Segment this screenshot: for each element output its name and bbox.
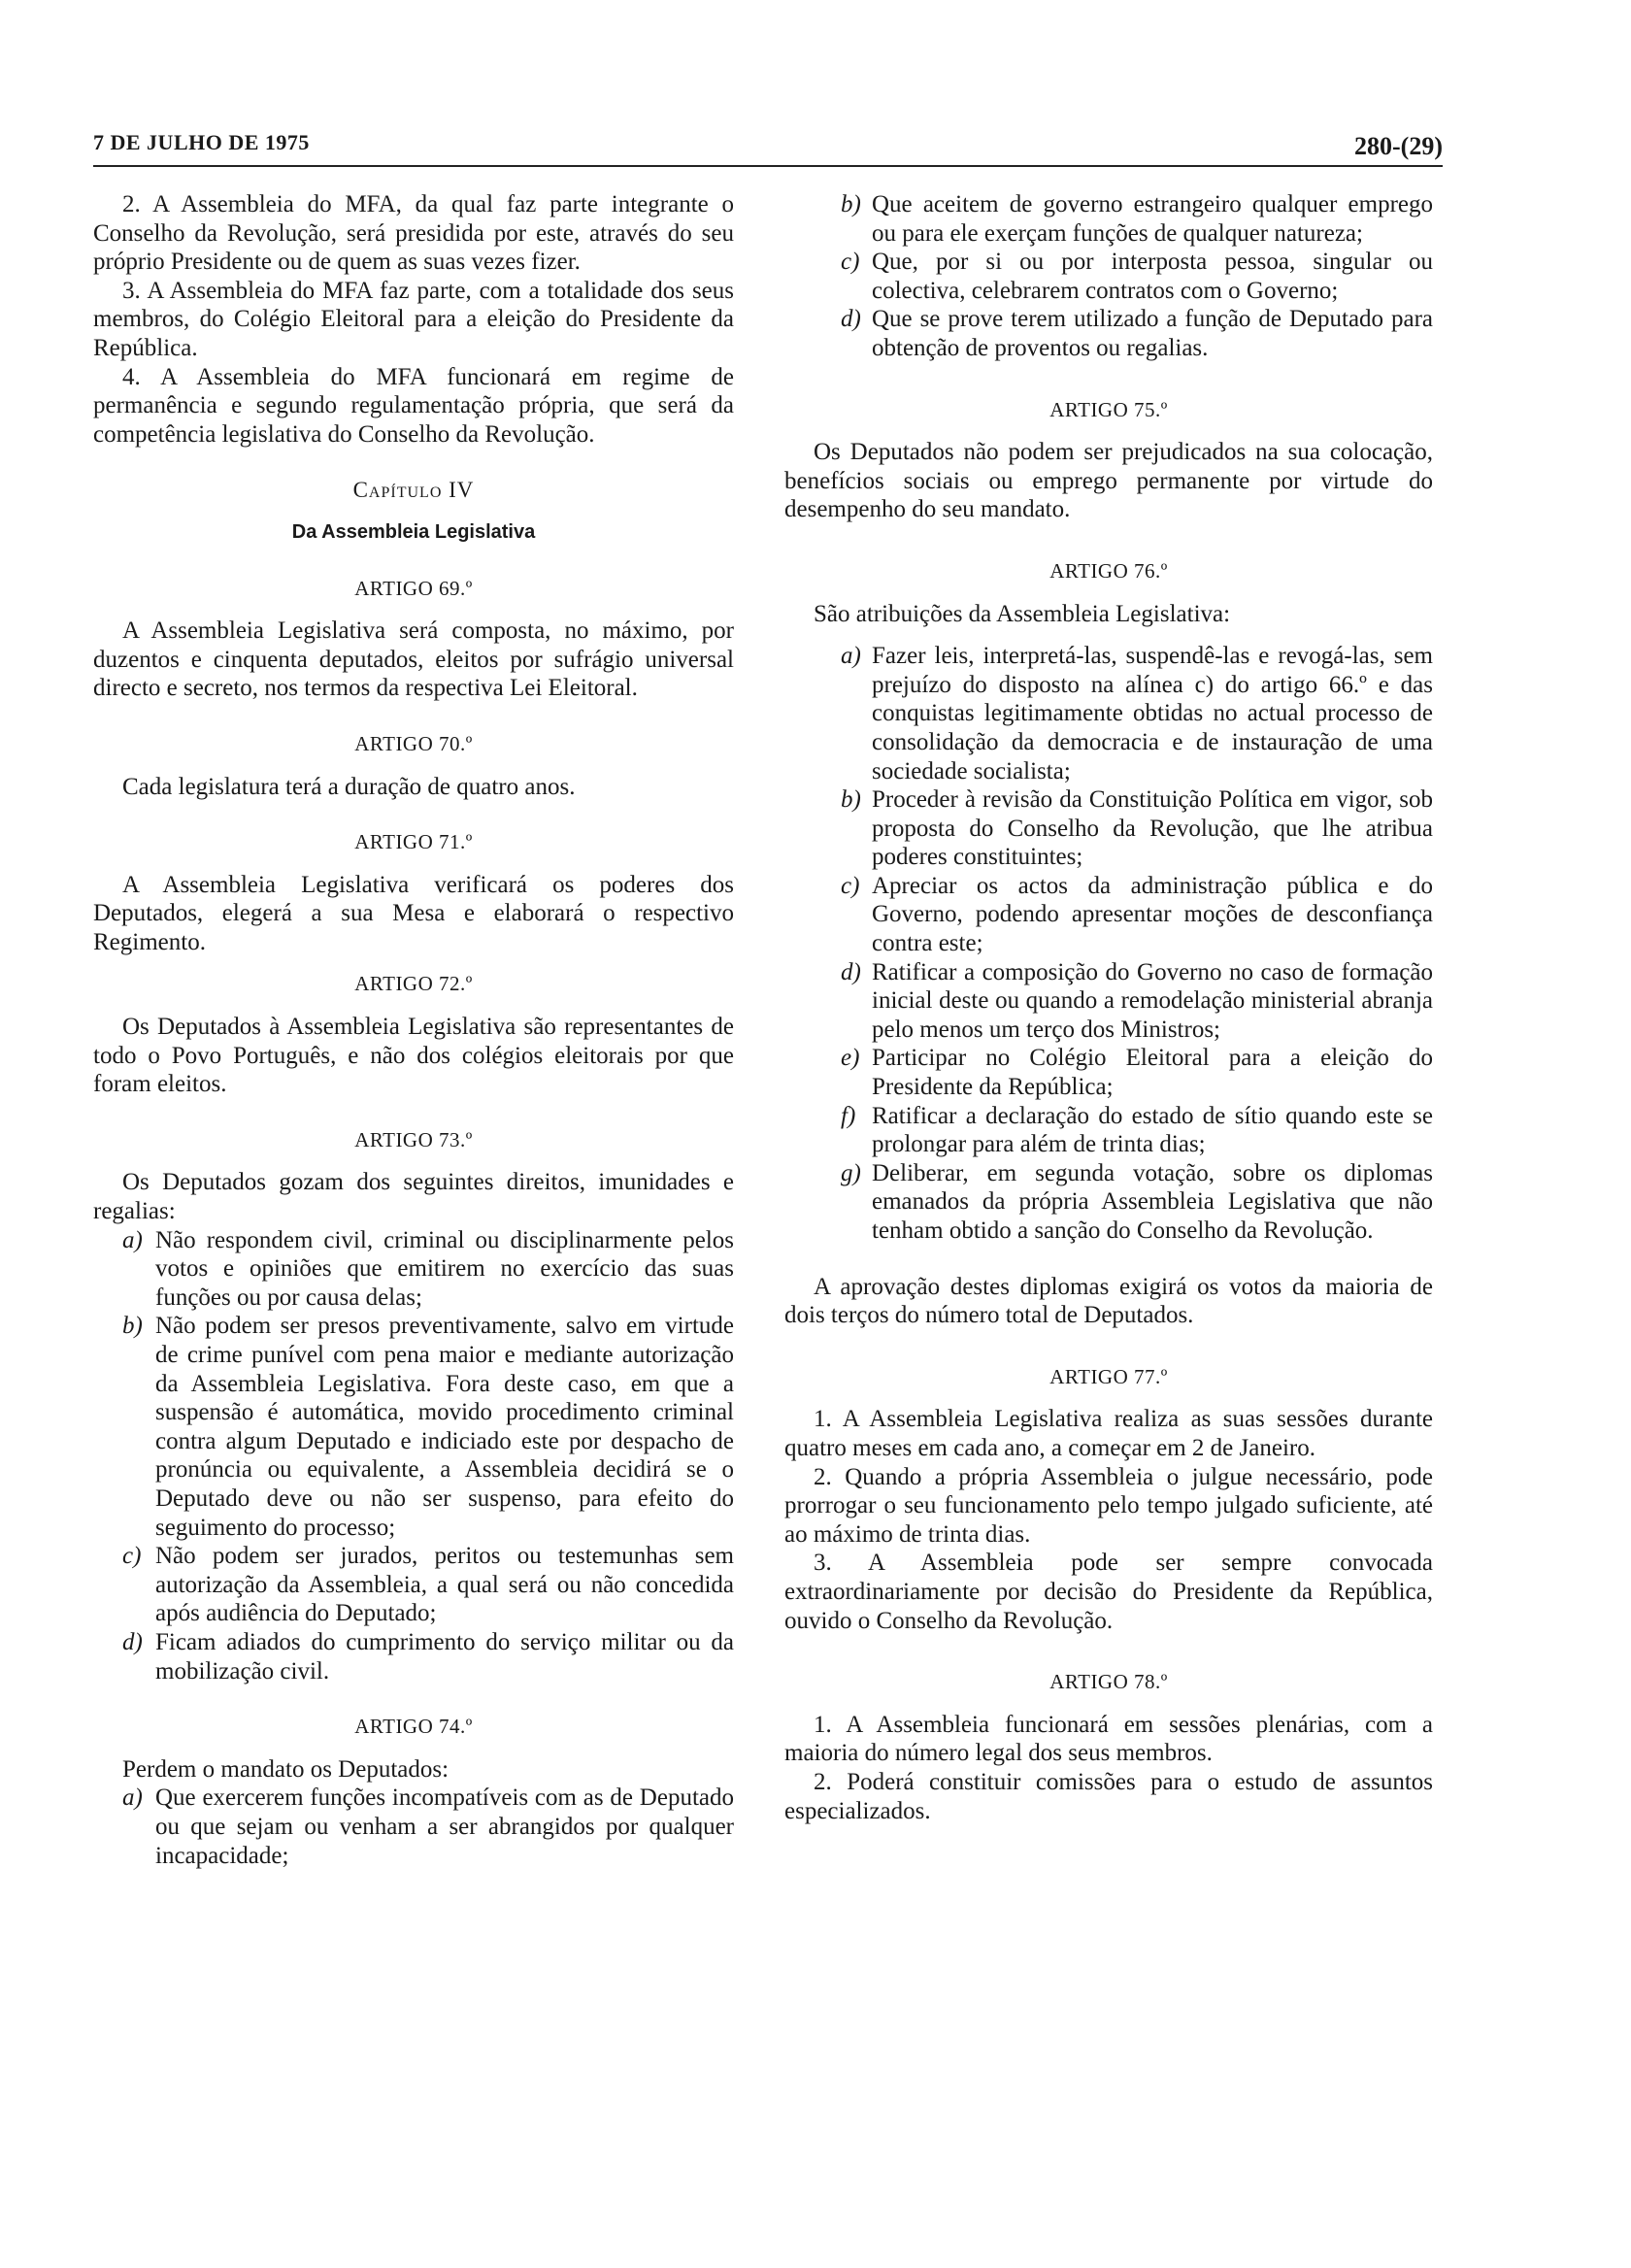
list-item (784, 1159, 1433, 1246)
article-heading: ARTIGO 75.º (1049, 397, 1168, 421)
item-label: g) (841, 1159, 861, 1186)
item-label: d) (841, 958, 861, 985)
article-heading: ARTIGO 73.º (354, 1127, 473, 1151)
item-text: Fazer leis, interpretá-las, suspendê-las e revogá-las, sem prejuízo do disposto na alínea c) do artigo 66.º e das conquistas legitimamente obtidas no actual processo de consolidação da democracia e de instauração de uma sociedade socialista; (872, 643, 1433, 784)
paragraph: 2. Quando a própria Assembleia o julgue necessário, pode prorrogar o seu funcionamento pelo tempo julgado suficiente, até ao máximo de trinta dias. (784, 1463, 1433, 1548)
article-heading: ARTIGO 78.º (1049, 1670, 1168, 1694)
paragraph: A aprovação destes diplomas exigirá os votos da maioria de dois terços do número total de Deputados. (784, 1273, 1433, 1329)
list-item (93, 1542, 734, 1628)
paragraph: 4. A Assembleia do MFA funcionará em regime de permanência e segundo regulamentação própria, que será da competência legislativa do Conselho da Revolução. (93, 363, 734, 448)
item-text: Participar no Colégio Eleitoral para a eleição do Presidente da República; (872, 1045, 1433, 1101)
item-text: Que exercerem funções incompatíveis com as de Deputado ou que sejam ou venham a ser abrangidos por qualquer incapacidade; (155, 1784, 734, 1869)
article-heading: ARTIGO 71.º (354, 830, 473, 854)
paragraph: A Assembleia Legislativa será composta, no máximo, por duzentos e cinquenta deputados, eleitos por sufrágio universal directo e secreto, nos termos da respectiva Lei Eleitoral. (93, 617, 734, 702)
item-text: Não podem ser jurados, peritos ou testemunhas sem autorização da Assembleia, a qual será ou não concedida após audiência do Deputado; (155, 1543, 734, 1627)
publication-date: 7 DE JULHO DE 1975 (93, 130, 310, 154)
item-text: Ficam adiados do cumprimento do serviço militar ou da mobilização civil. (155, 1628, 734, 1684)
list-item (93, 1226, 734, 1313)
page-number: 280-(29) (1354, 132, 1443, 160)
item-label: e) (841, 1045, 860, 1072)
chapter-heading: Capítulo IV (352, 478, 475, 503)
item-label: b) (841, 191, 861, 217)
list-item (784, 248, 1433, 305)
item-text: Proceder à revisão da Constituição Política em vigor, sob proposta do Conselho da Revolução, que lhe atribua poderes constituintes; (872, 786, 1433, 871)
item-label: b) (122, 1313, 143, 1340)
item-text: Não podem ser presos preventivamente, salvo em virtude de crime punível com pena maior e mediante autorização da Assembleia Legislativa. Fora deste caso, em que a suspensão é automática, movido procedimento criminal contra algum Deputado e indiciado este por despacho de pronúncia ou equivalente, a Assembleia decidirá se o Deputado deve ou não ser suspenso, para efeito do seguimento do processo; (155, 1313, 734, 1541)
list-item (784, 872, 1433, 958)
paragraph: Os Deputados à Assembleia Legislativa são representantes de todo o Povo Português, e não dos colégios eleitorais por que foram eleitos. (93, 1014, 734, 1098)
list-item (93, 1312, 734, 1542)
item-label: a) (122, 1784, 143, 1812)
item-text: Deliberar, em segunda votação, sobre os diplomas emanados da própria Assembleia Legislativa que não tenham obtido a sanção do Conselho da Revolução. (872, 1159, 1433, 1244)
paragraph: 1. A Assembleia funcionará em sessões plenárias, com a maioria do número legal dos seus membros. (784, 1711, 1433, 1767)
item-label: d) (841, 306, 861, 333)
article-heading: ARTIGO 77.º (1049, 1364, 1168, 1388)
list-item (784, 190, 1433, 248)
list-item (784, 642, 1433, 785)
paragraph: 1. A Assembleia Legislativa realiza as suas sessões durante quatro meses em cada ano, a começar em 2 de Janeiro. (784, 1406, 1433, 1461)
article-heading: ARTIGO 70.º (354, 731, 473, 755)
item-label: c) (122, 1543, 142, 1570)
list-item (93, 1784, 734, 1870)
item-label: f) (841, 1102, 856, 1129)
item-text: Que aceitem de governo estrangeiro qualquer emprego ou para ele exerçam funções de qualquer natureza; (872, 191, 1433, 247)
page-header (93, 130, 1443, 167)
list-item (784, 305, 1433, 362)
paragraph: A Assembleia Legislativa verificará os poderes dos Deputados, elegerá a sua Mesa e elaborará o respectivo Regimento. (93, 871, 734, 955)
item-label: b) (841, 786, 861, 814)
list-item (784, 958, 1433, 1045)
list-item (784, 1102, 1433, 1159)
article-heading: ARTIGO 74.º (354, 1715, 473, 1739)
list-item (93, 1628, 734, 1685)
paragraph: Cada legislatura terá a duração de quatro anos. (122, 773, 576, 800)
item-text: Que, por si ou por interposta pessoa, singular ou colectiva, celebrarem contratos com o Governo; (872, 249, 1433, 304)
item-text: Ratificar a declaração do estado de sítio quando este se prolongar para além de trinta dias; (872, 1102, 1433, 1158)
item-text: Que se prove terem utilizado a função de Deputado para obtenção de proventos ou regalias. (872, 306, 1433, 361)
article-heading: ARTIGO 76.º (1049, 558, 1168, 583)
item-text: Não respondem civil, criminal ou disciplinarmente pelos votos e opiniões que emitirem no exercício das suas funções ou por causa delas; (155, 1226, 734, 1311)
paragraph: Os Deputados gozam dos seguintes direitos, imunidades e regalias: (93, 1169, 734, 1225)
item-text: Ratificar a composição do Governo no caso de formação inicial deste ou quando a remodelação ministerial abranja pelo menos um terço dos Ministros; (872, 958, 1433, 1043)
paragraph: São atribuições da Assembleia Legislativa: (814, 600, 1231, 627)
item-label: c) (841, 249, 860, 276)
item-label: a) (122, 1226, 143, 1253)
left-column (93, 190, 734, 1870)
list-item (784, 785, 1433, 872)
article-heading: ARTIGO 72.º (354, 972, 473, 996)
paragraph: 2. A Assembleia do MFA, da qual faz parte integrante o Conselho da Revolução, será presidida por este, através do seu próprio Presidente ou de quem as suas vezes fizer. (93, 191, 734, 276)
item-label: d) (122, 1628, 143, 1655)
paragraph: Perdem o mandato os Deputados: (122, 1755, 449, 1783)
article-heading: ARTIGO 69.º (354, 576, 473, 600)
paragraph: 3. A Assembleia do MFA faz parte, com a totalidade dos seus membros, do Colégio Eleitoral para a eleição do Presidente da República. (93, 277, 734, 361)
paragraph: Os Deputados não podem ser prejudicados na sua colocação, benefícios sociais ou emprego permanente por virtude do desempenho do seu mandato. (784, 439, 1433, 523)
right-column (784, 190, 1433, 1825)
paragraph: 3. A Assembleia pode ser sempre convocada extraordinariamente por decisão do Presidente da República, ouvido o Conselho da Revolução. (784, 1550, 1433, 1634)
section-heading: Da Assembleia Legislativa (291, 520, 536, 543)
paragraph: 2. Poderá constituir comissões para o estudo de assuntos especializados. (784, 1768, 1433, 1824)
item-label: a) (841, 643, 861, 670)
list-item (784, 1044, 1433, 1101)
item-text: Apreciar os actos da administração pública e do Governo, podendo apresentar moções de desconfiança contra este; (872, 872, 1433, 957)
item-label: c) (841, 872, 860, 899)
